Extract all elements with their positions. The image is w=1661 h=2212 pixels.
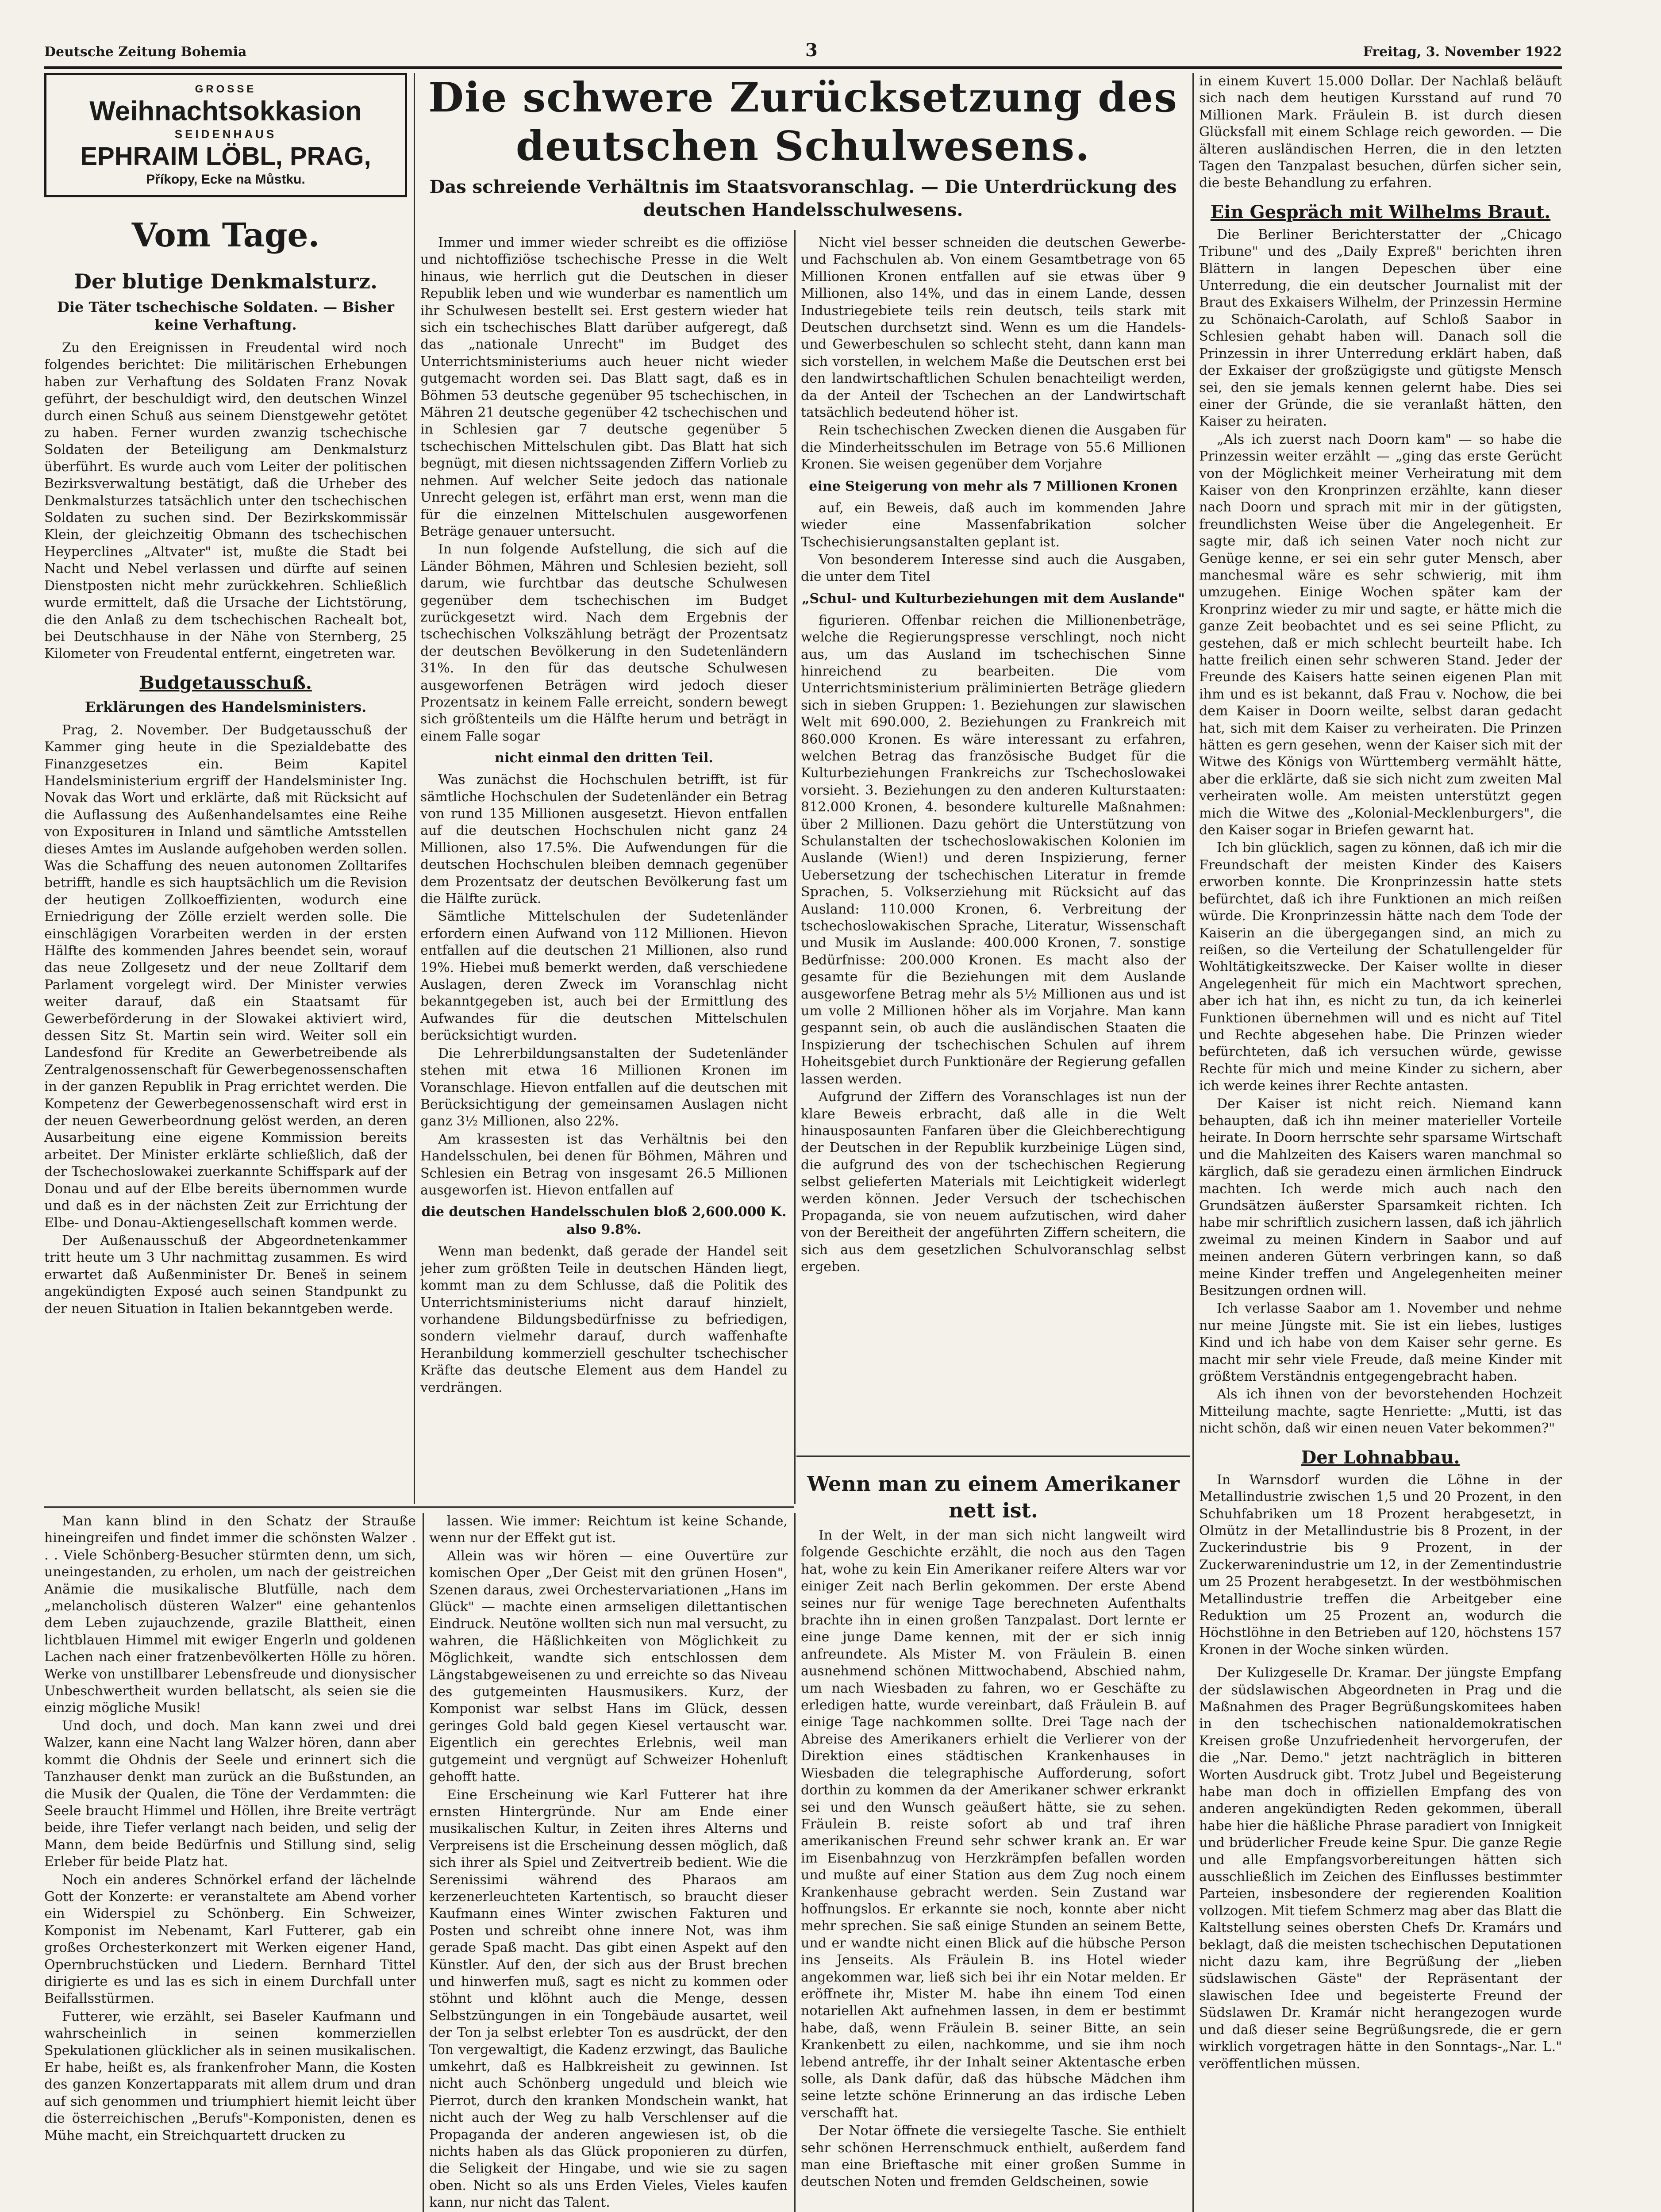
article-paragraph: Die Lehrerbildungsanstalten der Sudetenländer stehen mit etwa 16 Millionen Kronen im Voranschlage. Hievon entfallen auf die deutschen mit Berücksichtigung der gemeinsamen Auslagen nicht ganz 3½ Millionen, also 22%. — [420, 1045, 788, 1129]
feuilleton-right — [429, 1513, 788, 2212]
ad-headline: Weihnachtsokkasion — [89, 96, 362, 127]
article-headline: Ein Gespräch mit Wilhelms Braut. — [1210, 201, 1551, 223]
column-rule — [794, 230, 796, 1504]
paper-name: Deutsche Zeitung Bohemia — [44, 44, 247, 60]
issue-date: Freitag, 3. November 1922 — [1363, 44, 1562, 60]
article-paragraph: „Als ich zuerst nach Doorn kam" — so habe die Prinzessin weiter erzählt — „ging das erste Gerücht von der Möglichkeit meiner Verheiratung mit dem Kaiser von den Kronprinzen erzählte, kann dieser nach Doorn und sprach mit mir in der gütigsten, freundlichsten Weise über die Angelegenheit. Er sagte mir, daß ich seinen Vater noch nicht zur Genüge kenne, er sei ein sehr guter Mensch, aber manchesmal wäre es sehr schwierig, mit ihm umzugehen. Einige Wochen später kam der Kronprinz wieder zu mir und sagte, er hätte mich die ganze Zeit beobachtet und es sei seine Pflicht, zu gestehen, daß er mich schlecht beurteilt habe. Ich hatte freilich einen sehr schweren Stand. Jeder der Freunde des Kaisers hatte seinen eigenen Plan mit ihm und es ist bekannt, daß Frau v. Nochow, die bei dem Kaiser in Doorn weilte, selbst daran gedacht hat, sich mit dem Kaiser zu verheiraten. Die Prinzen hätten es gern gesehen, wenn der Kaiser sich mit der Witwe des Königs von Württemberg vermählt hätte, aber die erklärte, daß sie sich nicht zum zweiten Mal verheiraten wolle. Am meisten unterstützt gegen mich die Witwe des „Kolonial-Mecklenburgers", die den Kaiser sogar in Briefen gewarnt hat. — [1199, 431, 1562, 838]
article-paragraph: In Warnsdorf wurden die Löhne in der Metallindustrie zwischen 1,5 und 20 Prozent, in den Schuhfabriken um 18 Prozent herabgesetzt, in Olmütz in der Metallindustrie bis 8 Prozent, in der Zuckerindustrie bis 9 Prozent, in der Zuckerwarenindustrie um 12, in der Zementindustrie um 25 Prozent herabgesetzt. In der westböhmischen Metallindustrie treffen die Arbeitgeber eine Reduktion um 25 Prozent an, wodurch die Höchstlöhne in den Betrieben auf 120, höchstens 157 Kronen in der Woche sinken würden. — [1199, 1472, 1562, 1658]
article-paragraph: Nicht viel besser schneiden die deutschen Gewerbe- und Fachschulen ab. Von einem Gesamtbetrage von 65 Millionen Kronen entfallen auf sie etwas über 9 Millionen, also 14%, und das in einem Lande, dessen Industriegebiete teils rein deutsch, teils stark mit Deutschen durchsetzt sind. Wenn es um die Handels- und Gewerbeschulen so schlecht steht, dann kann man sich vorstellen, in welchem Maße die Deutschen erst bei den landwirtschaftlichen Schulen benachteiligt werden, da der Anteil der Tschechen an der Landwirtschaft tatsächlich bedeutend höher ist. — [801, 235, 1186, 421]
header-rule — [44, 66, 1562, 69]
ad-line: SEIDENHAUS — [174, 127, 277, 141]
article-paragraph: Was zunächst die Hochschulen betrifft, ist für sämtliche Hochschulen der Sudetenländer ein Betrag von rund 135 Millionen ausgesetzt. Hievon entfallen auf die deutschen Hochschulen nicht ganz 24 Millionen, also 17.5%. Die Aufwendungen für die deutschen Hochschulen bleiben demnach gegenüber dem Prozentsatz der deutschen Bevölkerung fast um die Hälfte zurück. — [420, 772, 788, 907]
feuilleton-rule — [44, 1506, 794, 1508]
emphasis-line: eine Steigerung von mehr als 7 Millionen Kronen — [809, 478, 1178, 494]
lead-article-header — [420, 73, 1186, 226]
article-paragraph: figurieren. Offenbar reichen die Millionenbeträge, welche die Regierungspresse verschlingt, noch nicht aus, um das Ausland im tschechischen Sinne hinreichend zu bearbeiten. Die vom Unterrichtsministerium präliminierten Beträge gliedern sich in sieben Gruppen: 1. Beziehungen zur slawischen Welt mit 690.000, 2. Beziehungen zu Frankreich mit 860.000 Kronen. Es wäre interessant zu erfahren, welchen Betrag das französische Budget für die Kulturbeziehungen Frankreichs zur Tschechoslowakei vorsieht. 3. Beziehungen zu den anderen Kulturstaaten: 812.000 Kronen, 4. besondere kulturelle Maßnahmen: über 2 Millionen. Dazu gehört die Unterstützung von Schulanstalten der tschechoslowakischen Kolonien im Auslande (Wien!) und deren Inspizierung, ferner Uebersetzung der tschechischen Literatur in fremde Sprachen, 5. Volkserziehung mit Rücksicht auf das Ausland: 110.000 Kronen, 6. Verbreitung der tschechoslowakischen Sprache, Literatur, Wissenschaft und Musik im Auslande: 400.000 Kronen, 7. sonstige Bedürfnisse: 200.000 Kronen. Es macht also der gesamte für die Beziehungen mit dem Auslande ausgeworfene Betrag mehr als 5½ Millionen aus und ist um volle 2 Millionen höher als im Vorjahre. Man kann gespannt sein, ob auch die ausländischen Staaten die Inspizierung der tschechischen Schulen auf ihrem Hoheitsgebiet durch Funktionäre der Regierung gefallen lassen werden. — [801, 612, 1186, 1087]
column-rule — [423, 1513, 424, 2212]
article-headline: Der blutige Denkmalsturz. — [73, 269, 378, 293]
emphasis-line: nicht einmal den dritten Teil. — [495, 750, 713, 766]
column-4 — [1199, 73, 1562, 2212]
section-title: Vom Tage. — [131, 216, 320, 254]
article-headline: Der Lohnabbau. — [1301, 1447, 1460, 1468]
article-paragraph: Der Notar öffnete die versiegelte Tasche. Sie enthielt sehr schönen Herrenschmuck enthielt, außerdem fand man eine Brieftasche mit einer großen Summe in deutschen Noten und fremden Geldscheinen, sowie — [801, 2123, 1186, 2190]
american-story — [801, 1460, 1186, 2212]
article-paragraph: Sämtliche Mittelschulen der Sudetenländer erfordern einen Aufwand von 112 Millionen. Hievon entfallen auf die deutschen 21 Millionen, also rund 19%. Hiebei muß bemerkt werden, daß verschiedene Auslagen, deren Zweck im Voranschlag nicht bekanntgegeben ist, auch bei der Ermittlung des Aufwandes für die deutschen Mittelschulen berücksichtigt wurden. — [420, 909, 788, 1044]
ad-address: Příkopy, Ecke na Můstku. — [146, 172, 305, 187]
article-paragraph: Die Berliner Berichterstatter der „Chicago Tribune" und des „Daily Expreß" berichten ihren Blättern in langen Depeschen über eine Unterredung, die ein deutscher Journalist mit der Braut des Exkaisers Wilhelm, der Prinzessin Hermine zu Schönaich-Carolath, auf Schloß Saabor in Schlesien gehabt haben will. Danach soll die Prinzessin in ihrer Unterredung erklärt haben, daß der Exkaiser der großzügigste und gütigste Mensch sei, den sie jemals kennen gelernt habe. Dies sei einer der Gründe, die sie veranlaßt hätten, den Kaiser zu heiraten. — [1199, 227, 1562, 430]
article-paragraph: In der Welt, in der man sich nicht langweilt wird folgende Geschichte erzählt, die noch aus den Tagen hat, wohe zu kein Ein Amerikaner reifere Alters war vor einiger Zeit nach Berlin gekommen. Der erste Abend seines nur für wenige Tage berechneten Aufenthalts brachte ihn in einen großen Tanzpalast. Dort lernte er eine junge Dame kennen, mit der er sich innig anfreundete. Als Mister M. von Fräulein B. einen ausnehmend schönen Mittwochabend, Abschied nahm, um nach Wiesbaden zu fahren, wo er Geschäfte zu erledigen hatte, wurde vereinbart, daß Fräulein B. auf einige Tage nachkommen sollte. Drei Tage nach der Abreise des Amerikaners erhielt die Verlierer von der Direktion eines städtischen Krankenhauses in Wiesbaden die telegraphische Aufforderung, sofort dorthin zu kommen da der Amerikaner schwer erkrankt sei und den Wunsch geäußert hätte, sie zu sehen. Fräulein B. reiste sofort ab und traf ihren amerikanischen Freund sehr schwer krank an. Er war im Eisenbahnzug von Herzkrämpfen befallen worden und mußte auf einer Station aus dem Zug noch einem Krankenhause gebracht werden. Sein Zustand war hoffnungslos. Er erkannte sie noch, konnte aber nicht mehr sprechen. Sie saß einige Stunden an seinem Bette, und er wandte nicht einen Blick auf die hübsche Person ins Jenseits. Als Fräulein B. ins Hotel wieder angekommen war, ließ sich bei ihr ein Notar melden. Er eröffnete ihr, Mister M. habe ihn einem Tod einen notariellen Akt aufnehmen lassen, in dem er bestimmt habe, daß, wenn Fräulein B. seiner Bitte, an sein Krankenbett zu eilen, nachkomme, und sie ihm noch lebend antreffe, ihr der Inhalt seiner Aktentasche erben solle, als Dank dafür, daß das hübsche Mädchen ihm seine letzte schöne Erinnerung an das irdische Leben verschafft hat. — [801, 1528, 1186, 2121]
lead-headline: Die schwere Zurücksetzung des deutschen Schulwesens. — [428, 73, 1178, 170]
ad-line: GROSSE — [195, 83, 257, 95]
advertisement-box — [44, 73, 407, 197]
article-paragraph: Man kann blind in den Schatz der Strauße hineingreifen und findet immer die schönsten Walzer . . . Viele Schönberg-Besucher stürmten denn, um sich, uneingestanden, zu erholen, um nach der geistreichen Anämie die musikalische Blutfülle, nach dem „melancholisch düsteren Walzer" eine gehantenlos dem Leben zujauchzende, grazile Blattheit, einen lichtblauen Himmel mit ewiger Engerln und goldenen Lachen nach einer fratzenbevölkerten Hölle zu hören. Werke von unstillbarer Lebensfreude und dionysischer Unbeschwertheit wurden bellatscht, als seien sie die einzig mögliche Musik! — [44, 1513, 416, 1716]
article-paragraph: in einem Kuvert 15.000 Dollar. Der Nachlaß beläuft sich nach dem heutigen Kursstand auf rund 70 Millionen Mark. Fräulein B. ist durch diesen Glücksfall mit einem Schlage reich geworden. — Die älteren ausländischen Herren, die in den letzten Tagen den Tanzpalast besuchen, dürfen sicher sein, die beste Behandlung zu erfahren. — [1199, 73, 1562, 191]
article-subheadline: Die Täter tschechische Soldaten. — Bisher keine Verhaftung. — [57, 299, 394, 333]
article-paragraph: Und doch, und doch. Man kann zwei und drei Walzer, kann eine Nacht lang Walzer hören, dann aber kommt die Ohdnis der Seele und erinnert sich die Tanzhauser denkt man zurück an die Bußstunden, an die Musik der Qualen, die Töne der Verdammten: die Seele braucht Himmel und Höllen, ihre Breite verträgt beide, ihre Tiefer verlangt nach beiden, und selig der Mann, dem beide Bedürfnis und Stillung sind, selig Erleber für beide Platz hat. — [44, 1718, 416, 1870]
feuilleton-left — [44, 1513, 416, 2212]
column-rule — [794, 1513, 796, 2212]
emphasis-line: die deutschen Handelsschulen bloß 2,600.000 K. also 9.8%. — [421, 1204, 787, 1238]
article-paragraph: Prag, 2. November. Der Budgetausschuß der Kammer ging heute in die Spezialdebatte des Finanzgesetzes ein. Beim Kapitel Handelsministerium ergriff der Handelsminister Ing. Novak das Wort und erklärte, daß mit Rücksicht auf die Auflassung des Außenhandelsamtes eine Reihe von Expositurен in Inland und sämtliche Amtsstellen dieses Amtes im Auslande aufgehoben werden sollen. Was die Schaffung des neuen autonomen Zolltarifes betrifft, handle es sich hauptsächlich um die Revision der heutigen Zollkoeffizienten, wodurch eine Erniedrigung der Zölle erzielt werden solle. Die einschlägigen Vorarbeiten werden in der ersten Hälfte des kommenden Jahres beendet sein, worauf das neue Zollgesetz und der neue Zolltarif dem Parlament vorgelegt wird. Der Minister verwies weiter darauf, daß ein Staatsamt für Gewerbeförderung in der Slowakei aktiviert wird, dessen Sitz St. Martin sein wird. Weiter soll ein Landesfond für Kredite an Gewerbetreibende als Zentralgenossenschaft für Gewerbegenossenschaften in der ganzen Republik in Prag errichtet werden. Die Kompetenz der Gewerbegenossenschaft wird erst in der neuen Gewerbeordnung gelöst werden, an deren Ausarbeitung eine eigene Kommission bereits arbeitet. Der Minister erklärte schließlich, daß der der Tschechoslowakei zuerkannte Schiffspark auf der Donau und auf der Elbe bereits übernommen wurde und daß es in der nächsten Zeit zur Errichtung der Elbe- und Donau-Aktiengesellschaft kommen werde. — [44, 722, 407, 1231]
page-header — [44, 40, 1562, 66]
article-paragraph: Von besonderem Interesse sind auch die Ausgaben, die unter dem Titel — [801, 552, 1186, 585]
article-paragraph: auf, ein Beweis, daß auch im kommenden Jahre wieder eine Massenfabrikation solcher Tschechisierungsanstalten geplant ist. — [801, 500, 1186, 550]
column-rule — [414, 73, 415, 1504]
article-paragraph: Wenn man bedenkt, daß gerade der Handel seit jeher zum größten Teile in deutschen Händen liegt, kommt man zu dem Schlusse, daß die Politik des Unterrichtsministeriums nicht darauf hinzielt, vorhandene Bildungsbedürfnisse zu befriedigen, sondern vielmehr darauf, durch waffenhafte Heranbildung kommerziell geschulter tschechischer Kräfte das deutsche Element aus dem Handel zu verdrängen. — [420, 1244, 788, 1395]
lead-article-left — [420, 234, 788, 1500]
article-paragraph: Ich bin glücklich, sagen zu können, daß ich mir die Freundschaft der meisten Kinder des Kaisers erworben konnte. Die Kronprinzessin hatte stets befürchtet, daß ich ihre Funktionen an mich reißen würde. Die Kronprinzessin hätte nach dem Tode der Kaiserin an die übergegangen sind, an mich zu reißen, so die Verteilung der Schatullengelder für Wohltätigkeitszwecke. Der Kaiser wollte in dieser Angelegenheit für mich ein Machtwort sprechen, aber ich hat ihn, es nicht zu tun, da ich keinerlei Funktionen übernehmen will und es nicht auf Titel und Rechte abgesehen habe. Die Prinzen wieder befürchteten, daß ich versuchen würde, gewisse Rechte für mich und meine Kinder zu sichern, aber ich werde keines ihrer Rechte antasten. — [1199, 840, 1562, 1094]
article-paragraph: Der Kaiser ist nicht reich. Niemand kann behaupten, daß ich ihn meiner materieller Vorteile heirate. In Doorn herrschte sehr sparsame Wirtschaft und die Mahlzeiten des Kaisers waren manchmal so kärglich, daß sie geradezu einen ärmlichen Eindruck machten. Ich werde mich auch nach den Grundsätzen äußerster Sparsamkeit richten. Ich habe mir schriftlich zusichern lassen, daß ich jährlich zweimal zu meinen Kindern in Saabor und auf meinen anderen Gütern verbringen kann, so daß meine Kinder treffen und Angelegenheiten meiner Besitzungen ordnen will. — [1199, 1096, 1562, 1299]
article-paragraph: Ich verlasse Saabor am 1. November und nehme nur meine Jüngste mit. Sie ist ein liebes, lustiges Kind und ich habe von dem Kaiser sehr gerne. Es macht mir sehr viele Freude, daß meine Kinder mit größtem Verständnis entgegengebracht haben. — [1199, 1301, 1562, 1385]
article-paragraph: Rein tschechischen Zwecken dienen die Ausgaben für die Minderheitsschulen im Betrage von 55.6 Millionen Kronen. Sie weisen gegenüber dem Vorjahre — [801, 422, 1186, 472]
article-paragraph: Der Kulizgeselle Dr. Kramar. Der jüngste Empfang der südslawischen Abgeordneten in Prag und die Maßnahmen des Prager Begrüßungskomitees haben in den tschechischen nationaldemokratischen Kreisen große Unzufriedenheit hervorgerufen, der die „Nar. Demo." jetzt nachträglich in bitteren Worten Ausdruck gibt. Trotz Jubel und Begeisterung habe man doch in offiziellen Empfang des von anderen angekündigten Reden gekommen, überall habe hier die häßliche Phrase paradiert von Innigkeit und brüderlicher Freude keine Spur. Die ganze Regie und alle Empfangsvorbereitungen hätten sich ausschließlich im Zeichen des Einflusses bestimmter Parteien, insbesondere der regierenden Koalition vollzogen. Mit tiefem Schmerz mag aber das Blatt die Kaltstellung seines obersten Chefs Dr. Kramárs und beklagt, daß die meisten tschechischen Deputationen nicht dazu kam, ihre Begrüßung der „lieben südslawischen Gäste" der Repräsentant der slawischen Idee und begeisterte Freund der Südslawen Dr. Kramár nicht herangezogen wurde und daß dieser seine Begrüßungsrede, die er gern wirklich vorgetragen hätte in den Sonntags-„Nar. L." veröffentlichen müssen. — [1199, 1665, 1562, 2072]
lead-subheadline: Das schreiende Verhältnis im Staatsvoranschlag. — Die Unterdrückung des deutschen Handelsschulwesens. — [429, 177, 1177, 220]
column-1 — [44, 73, 407, 1502]
article-paragraph: In nun folgende Aufstellung, die sich auf die Länder Böhmen, Mähren und Schlesien bezieht, soll darum, wie furchtbar das deutsche Schulwesen gegenüber dem tschechischen im Budget zurückgesetzt wird. Nach dem Ergebnis der tschechischen Volkszählung beträgt der Prozentsatz der deutschen Bevölkerung in den Sudetenländern 31%. In den für das deutsche Schulwesen ausgeworfenen Beträgen wird jedoch dieser Prozentsatz in keinem Falle erreicht, sondern bewegt sich größtenteils um die Hälfte herum und beträgt in einem Falle sogar — [420, 541, 788, 744]
page-number: 3 — [805, 40, 818, 61]
spacer — [1199, 1659, 1562, 1665]
article-paragraph: Futterer, wie erzählt, sei Baseler Kaufmann und wahrscheinlich in seinen kommerziellen Spekulationen glücklicher als in seinen musikalischen. Er habe, heißt es, als frankenfroher Mann, die Kosten des ganzen Konzertapparats mit allem drum und dran auf sich genommen und triumphiert hiemit leicht über die österreichischen „Berufs"-Komponisten, denen es Mühe macht, ein Streichquartett drucken zu — [44, 2008, 416, 2143]
article-paragraph: Zu den Ereignissen in Freudental wird noch folgendes berichtet: Die militärischen Erhebungen haben zur Verhaftung des Soldaten Franz Novak geführt, der beschuldigt wird, den deutschen Winzel durch einen Schuß aus seinem Dienstgewehr getötet zu haben. Ferner wurden zwanzig tschechische Soldaten der Beteiligung am Denkmalsturz überführt. Es wurde auch vom Leiter der politischen Bezirksverwaltung bestätigt, daß die Urheber des Denkmalsturzes tatsächlich unter den tschechischen Soldaten zu suchen sind. Der Bezirkskommissär Klein, der gleichzeitig Obmann des tschechischen Heyperclines „Altvater" ist, mußte die Stadt bei Nacht und Nebel verlassen und dürfte auf seinen Dienstposten nicht mehr zurückkehren. Schließlich wurde ermittelt, daß die Ursache der Lichtstörung, die den Anlaß zu dem tschechischen Rachealt bot, bei Deutschhause in der Nähe von Sternberg, 25 Kilometer von Freudental entfernt, eingetreten war. — [44, 340, 407, 662]
article-paragraph: Allein was wir hören — eine Ouvertüre zur komischen Oper „Der Geist mit den grünen Hosen", Szenen daraus, zwei Orchestervariationen „Hans im Glück" — machte einen armseligen dilettantischen Eindruck. Neutöne wollten sich nun mal versucht, zu wahren, die Häßlichkeiten von Möglichkeit zu Möglichkeit, wandte sich entschlossen dem Längstabgeweisenen zu und erreichte so das Niveau des gutgemeinten Hausmusikers. Kurz, der Komponist war selbst Hans im Glück, dessen geringes Gold bald gegen Kiesel vertauscht war. Eigentlich ein gerechtes Erlebnis, weil man gutgemeint und vergnügt auf Schweizer Hohenluft gehofft hatte. — [429, 1548, 788, 1785]
article-paragraph: Als ich ihnen von der bevorstehenden Hochzeit Mitteilung machte, sagte Henriette: „Mutti, ist das nicht schön, daß wir einen neuen Vater bekommen?" — [1199, 1386, 1562, 1436]
column-rule — [1192, 73, 1194, 2212]
article-subheadline: Erklärungen des Handelsministers. — [85, 698, 367, 715]
emphasis-line: „Schul- und Kulturbeziehungen mit dem Auslande" — [802, 591, 1185, 607]
article-paragraph: Der Außenausschuß der Abgeordnetenkammer tritt heute um 3 Uhr nachmittag zusammen. Es wird erwartet daß Außenminister Dr. Beneš in seinem angekündigten Exposé auch seinen Standpunkt zu der neuen Situation in Italien bekanntgeben werde. — [44, 1233, 407, 1317]
article-headline: Budgetausschuß. — [139, 672, 312, 693]
article-paragraph: Noch ein anderes Schnörkel erfand der lächelnde Gott der Konzerte: er veranstaltete am Abend vorher ein Widerspiel zu Schönberg. Ein Schweizer, Komponist im Nebenamt, Karl Futterer, gab ein großes Orchesterkonzert mit Werken eigener Hand, Opernbruchstücken und Liedern. Bernhard Tittel dirigierte es und las es sich in einem Durchfall unter Beifallsstürmen. — [44, 1872, 416, 2007]
article-paragraph: Eine Erscheinung wie Karl Futterer hat ihre ernsten Hintergründe. Nur am Ende einer musikalischen Kultur, in Zeiten ihres Alterns und Verpreisens ist die Erscheinung dessen möglich, daß sich ihrer als Spiel und Zeitvertreib bedient. Wie die Serenissimi während des Pharaos am kerzenerleuchteten Kartentisch, so braucht dieser Kaufmann eines Winter zwischen Fakturen und Posten und schreibt ohne innere Not, was ihm gerade Spaß macht. Das gibt einen Aspekt auf den Künstler. Auf den, der sich aus der Brust brechen und hinwerfen muß, sagt es nicht zu kommen oder stöhnt und klöhnt auch die Menge, dessen Selbstzüngungen in ein Tongebäude ausartet, weil der Ton ja selbst erlebter Ton es ausdrückt, der den Ton vergewaltigt, die Kadenz erzwingt, das Bauliche umkehrt, daß es Halbkreisheit zu gewinnen. Ist nicht auch Schönberg ungeduld und bleich wie Pierrot, durch den kranken Mondschein wankt, hat nicht auch der Weg zu halb Verschlenser auf die Propaganda der anderen angewiesen ist, ob die nichts haben als das Glück proponieren zu dürfen, die Seligkeit der Hingabe, und wie sie zu sagen oben. Nicht so als uns Erden Vieles, Vieles kaufen kann, nur nicht das Talent. — [429, 1787, 788, 2211]
article-paragraph: Immer und immer wieder schreibt es die offiziöse und nichtoffiziöse tschechische Presse in die Welt hinaus, wie herrlich gut die Deutschen in dieser Republik leben und wie wunderbar es namentlich um ihr Schulwesen bestellt sei. Erst gestern wieder hat sich ein tschechisches Blatt darüber aufgeregt, daß das „nationale Unrecht" im Budget des Unterrichtsministeriums auch heuer nicht wieder gutgemacht worden sei. Das Blatt sagt, daß es in Böhmen 53 deutsche gegenüber 95 tschechischen, in Mähren 21 deutsche gegenüber 42 tschechischen und in Schlesien gar 7 deutsche gegenüber 5 tschechischen Mittelschulen gibt. Das Blatt hat sich begnügt, mit diesen nichtssagenden Ziffern Vorlieb zu nehmen. Auf welcher Seite jedoch das nationale Unrecht gelegen ist, erfährt man erst, wenn man die für die einzelnen Mittelschulen ausgeworfenen Beträge genauer untersucht. — [420, 235, 788, 539]
article-headline: Wenn man zu einem Amerikaner nett ist. — [807, 1472, 1180, 1522]
section-rule — [796, 1455, 1190, 1457]
ad-company: EPHRAIM LÖBL, PRAG, — [80, 142, 371, 171]
article-paragraph: Aufgrund der Ziffern des Voranschlages ist nun der klare Beweis erbracht, daß alle in die Welt hinausposaunten Fanfaren über die Gleichberechtigung der Deutschen in der Republik kurzbeinige Lügen sind, die aufgrund des von der tschechischen Regierung selbst gelieferten Materials mit Leichtigkeit widerlegt werden können. Jeder Versuch der tschechischen Propaganda, sie von neuem aufzutischen, wird daher von der Bereitheit der angeführten Ziffern scheitern, die sich aus dem gesetzlichen Schulvoranschlag selbst ergeben. — [801, 1089, 1186, 1275]
lead-article-right — [801, 234, 1186, 1449]
article-paragraph: Am krassesten ist das Verhältnis bei den Handelsschulen, bei denen für Böhmen, Mähren und Schlesien ein Betrag von insgesamt 26.5 Millionen ausgeworfen ist. Hievon entfallen auf — [420, 1131, 788, 1198]
article-paragraph: lassen. Wie immer: Reichtum ist keine Schande, wenn nur der Effekt gut ist. — [429, 1513, 788, 1546]
